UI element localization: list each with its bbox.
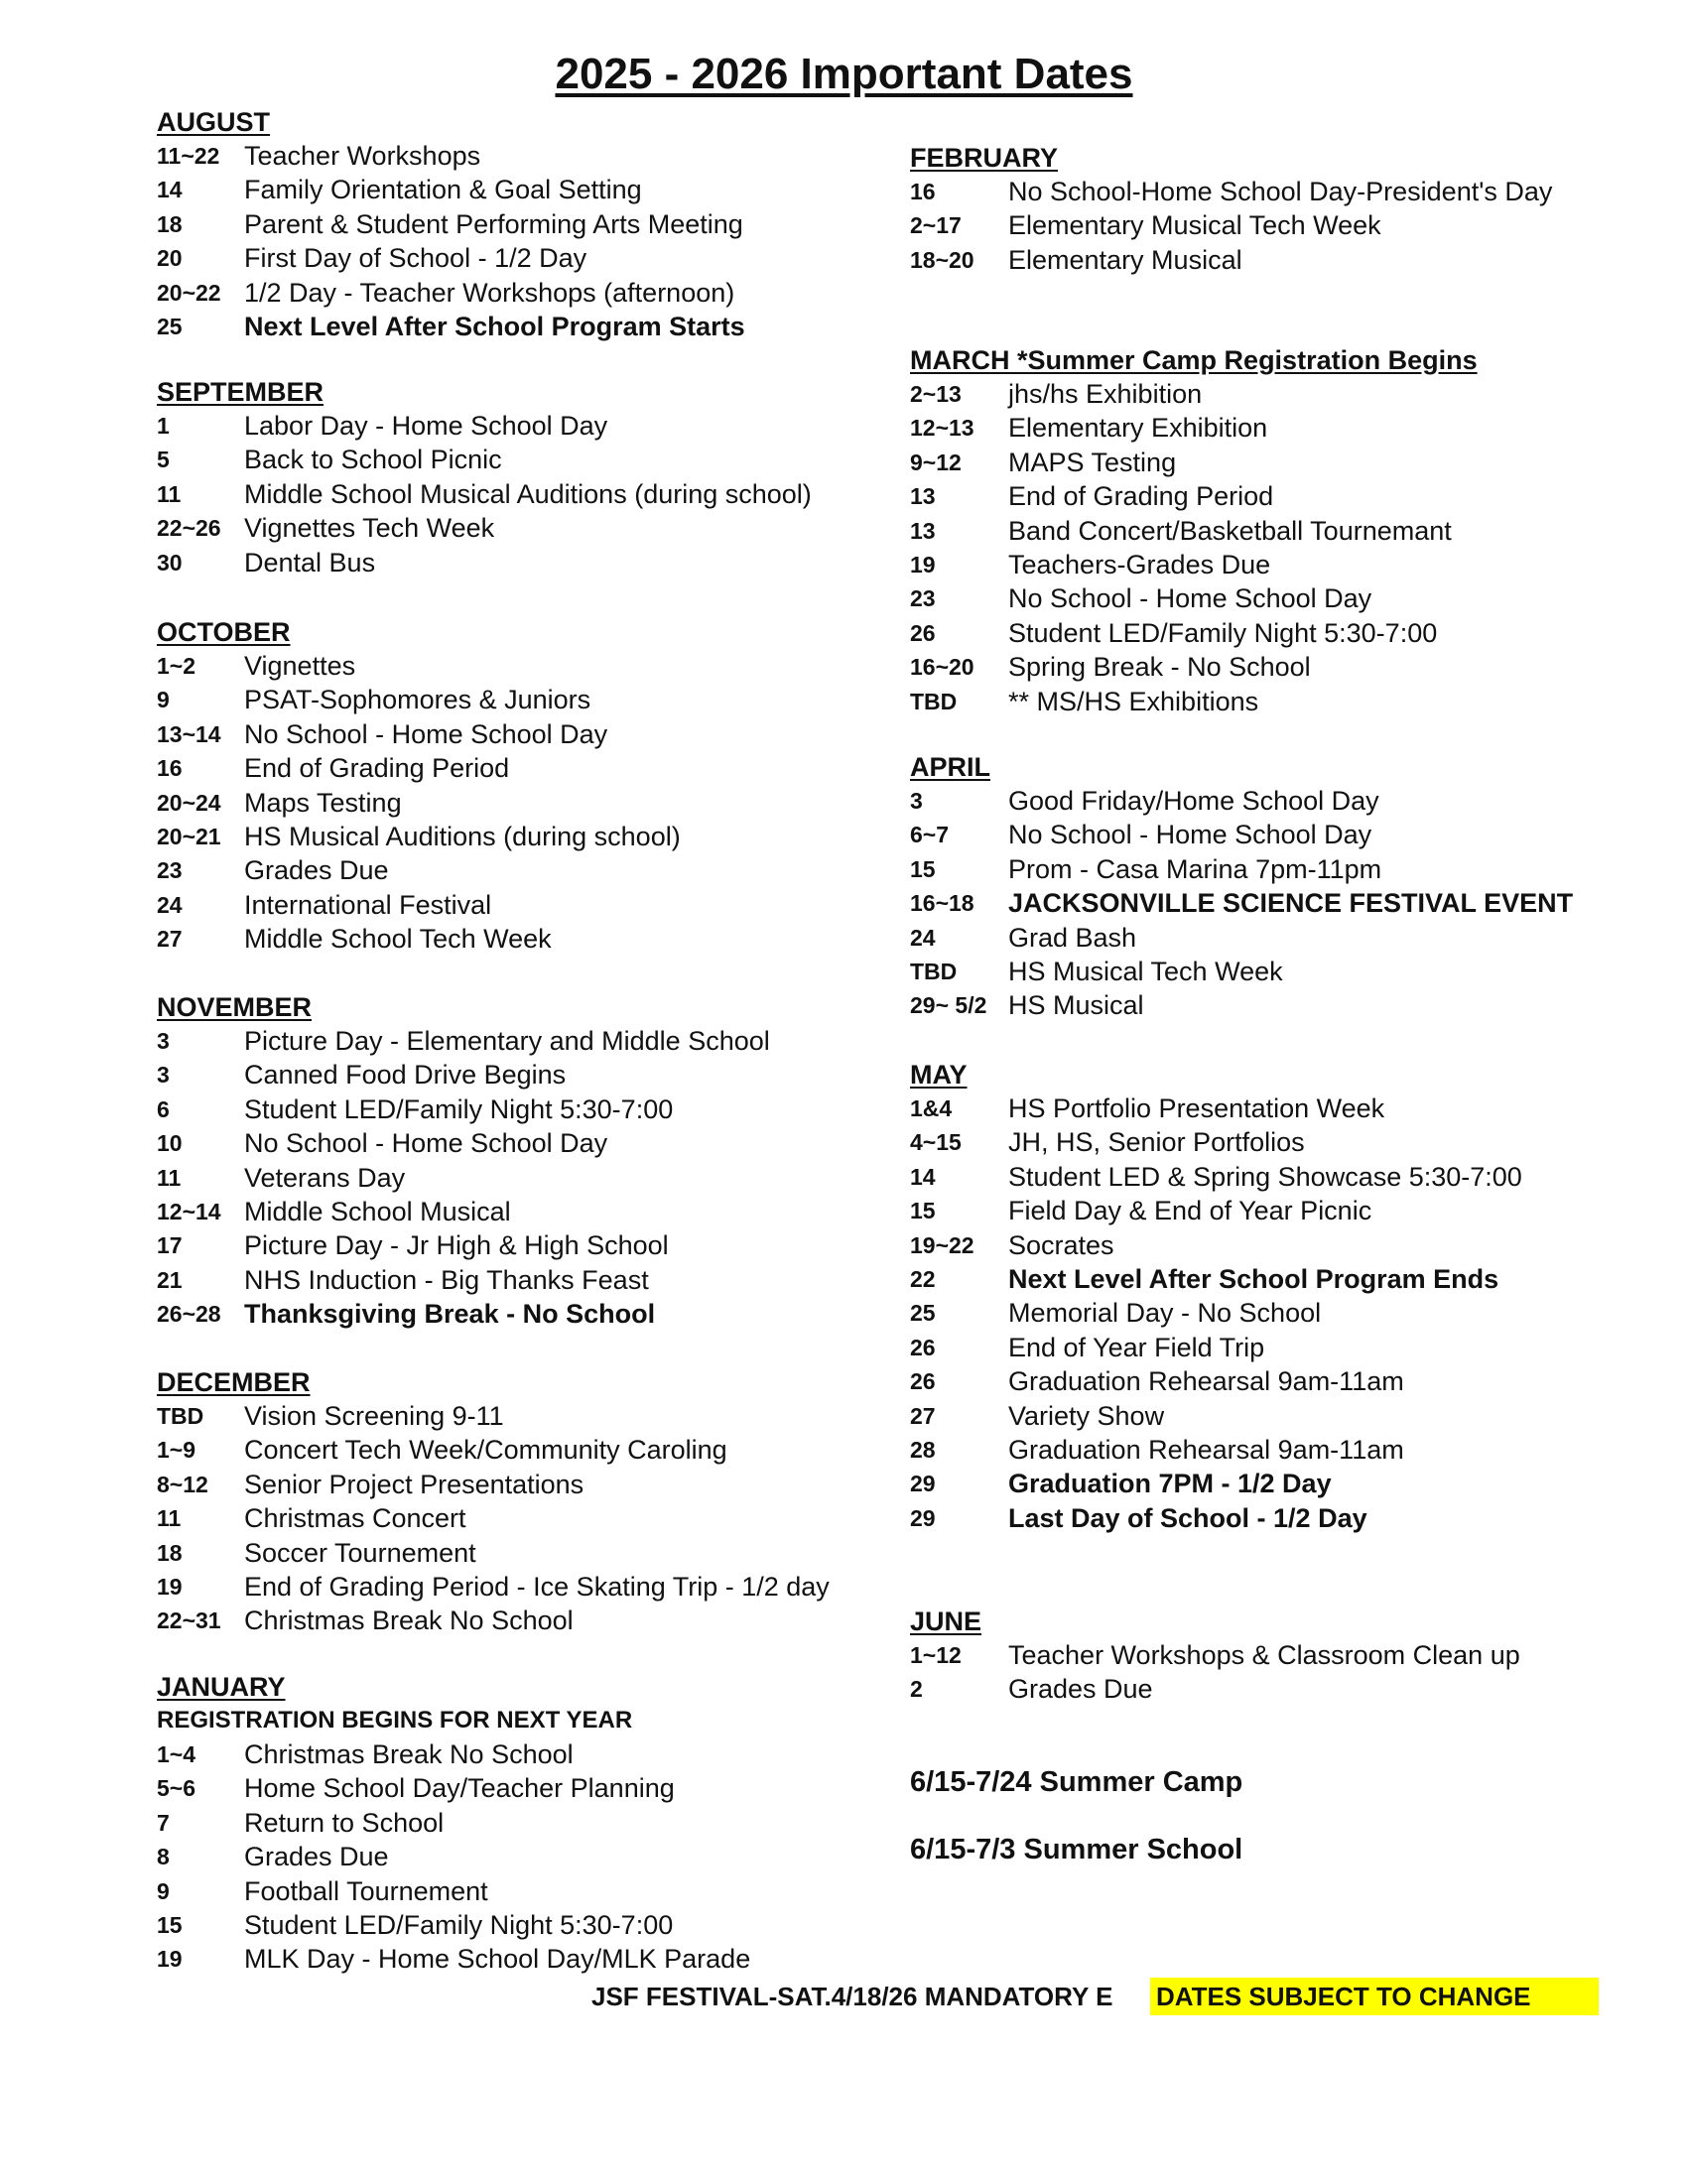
event-date: 5~6	[157, 1775, 196, 1802]
event-date: 2	[910, 1676, 923, 1703]
event-date: 19~22	[910, 1231, 974, 1258]
event-row	[157, 1501, 891, 1535]
event-row	[157, 1840, 891, 1873]
event-description: Picture Day - Elementary and Middle School	[244, 1026, 770, 1056]
event-date: 1~12	[910, 1642, 962, 1668]
event-row	[157, 1908, 891, 1942]
event-date: 15	[157, 1911, 183, 1938]
event-description: HS Musical	[1008, 990, 1144, 1021]
event-date: 19	[910, 551, 936, 578]
event-row	[157, 1024, 891, 1058]
event-date: 17	[157, 1232, 183, 1259]
event-date: 1	[157, 413, 170, 439]
event-description: HS Musical Auditions (during school)	[244, 821, 681, 851]
event-description: Soccer Tournement	[244, 1537, 476, 1568]
event-date: 25	[157, 313, 183, 339]
event-description: Back to School Picnic	[244, 445, 502, 475]
event-date: 22~31	[157, 1607, 221, 1634]
event-date: 22~26	[157, 515, 221, 542]
event-date: TBD	[910, 958, 958, 984]
event-date: 26~28	[157, 1301, 221, 1328]
event-date: 6	[157, 1095, 170, 1122]
event-date: 23	[910, 585, 936, 612]
event-date: 7	[157, 1809, 170, 1836]
event-description: No School - Home School Day	[244, 718, 608, 749]
event-description: NHS Induction - Big Thanks Feast	[244, 1264, 649, 1295]
event-description: Graduation Rehearsal 9am-11am	[1008, 1366, 1404, 1397]
event-description: Grad Bash	[1008, 922, 1137, 953]
event-description: International Festival	[244, 889, 492, 920]
event-date: 20	[157, 245, 183, 272]
month-section	[157, 105, 891, 343]
summer-camp-line: 6/15-7/24 Summer Camp	[910, 1766, 1243, 1798]
event-date: 19	[157, 1573, 183, 1600]
event-row	[157, 888, 891, 922]
month-section	[157, 1365, 891, 1638]
event-description: No School-Home School Day-President's Day	[1008, 177, 1553, 206]
event-row	[910, 446, 1644, 479]
event-description: Middle School Musical	[244, 1196, 511, 1226]
event-description: 1/2 Day - Teacher Workshops (afternoon)	[244, 277, 735, 308]
event-date: 11~22	[157, 143, 220, 169]
event-description: MLK Day - Home School Day/MLK Parade	[244, 1944, 751, 1975]
event-date: 18~20	[910, 246, 974, 273]
event-row	[157, 1399, 891, 1433]
event-row	[157, 207, 891, 241]
event-date: 28	[910, 1436, 936, 1463]
event-date: TBD	[157, 1403, 204, 1429]
event-row	[157, 1263, 891, 1297]
month-section	[910, 343, 1644, 718]
event-description: JH, HS, Senior Portfolios	[1008, 1127, 1305, 1158]
event-date: 20~22	[157, 279, 221, 306]
event-date: 16~18	[910, 890, 974, 917]
month-heading: DECEMBER	[157, 1367, 311, 1397]
event-row	[910, 1296, 1644, 1330]
event-row	[910, 784, 1644, 818]
event-date: 21	[157, 1266, 183, 1293]
event-description: ** MS/HS Exhibitions	[1008, 686, 1259, 716]
event-date: 1~2	[157, 653, 196, 679]
event-date: 27	[157, 926, 183, 953]
event-description: MAPS Testing	[1008, 447, 1177, 477]
event-description: Grades Due	[244, 855, 389, 886]
event-date: 12~14	[157, 1198, 221, 1224]
event-date: 3	[157, 1028, 170, 1054]
month-section	[157, 375, 891, 579]
month-heading: MARCH *Summer Camp Registration Begins	[910, 345, 1478, 375]
summer-school-line: 6/15-7/3 Summer School	[910, 1834, 1243, 1865]
event-row	[157, 1874, 891, 1908]
event-row	[910, 1501, 1644, 1535]
event-description: Next Level After School Program Starts	[244, 311, 745, 341]
event-date: 29~ 5/2	[910, 992, 987, 1019]
event-date: TBD	[910, 688, 958, 714]
event-description: End of Year Field Trip	[1008, 1332, 1265, 1362]
month-heading: APRIL	[910, 752, 990, 782]
event-description: No School - Home School Day	[244, 1128, 608, 1159]
event-row	[910, 886, 1644, 920]
event-row	[910, 411, 1644, 445]
event-row	[910, 1228, 1644, 1262]
event-row	[157, 1771, 891, 1805]
event-row	[910, 175, 1644, 208]
event-date: 18	[157, 1539, 183, 1566]
event-description: Football Tournement	[244, 1875, 488, 1906]
event-row	[910, 1160, 1644, 1194]
month-heading: AUGUST	[157, 107, 270, 137]
month-heading: MAY	[910, 1060, 968, 1090]
event-date: 3	[910, 788, 923, 814]
event-row	[910, 1194, 1644, 1227]
event-date: 29	[910, 1471, 936, 1497]
event-date: 11	[157, 480, 182, 507]
event-date: 26	[910, 1334, 936, 1360]
event-description: Prom - Casa Marina 7pm-11pm	[1008, 853, 1382, 884]
event-row	[157, 409, 891, 443]
event-row	[910, 1092, 1644, 1125]
event-date: 4~15	[910, 1129, 962, 1156]
event-date: 15	[910, 855, 936, 882]
event-date: 15	[910, 1198, 936, 1224]
event-date: 27	[910, 1402, 936, 1429]
event-row	[157, 1942, 891, 1976]
event-row	[910, 852, 1644, 886]
event-description: Field Day & End of Year Picnic	[1008, 1196, 1372, 1226]
event-description: HS Musical Tech Week	[1008, 956, 1283, 986]
event-description: Variety Show	[1008, 1400, 1165, 1431]
event-row	[157, 1468, 891, 1501]
event-row	[157, 1737, 891, 1771]
month-heading: NOVEMBER	[157, 992, 313, 1022]
event-row	[157, 1126, 891, 1160]
event-description: jhs/hs Exhibition	[1008, 379, 1203, 409]
event-description: Teacher Workshops	[244, 141, 481, 171]
event-date: 11	[157, 1505, 182, 1532]
event-date: 26	[910, 1368, 936, 1395]
event-row	[157, 1297, 891, 1331]
event-description: HS Portfolio Presentation Week	[1008, 1093, 1385, 1123]
event-row	[157, 1570, 891, 1604]
event-date: 2~13	[910, 381, 962, 407]
event-description: Elementary Exhibition	[1008, 413, 1268, 444]
event-row	[910, 377, 1644, 411]
event-date: 13	[910, 483, 936, 510]
event-description: Memorial Day - No School	[1008, 1298, 1322, 1329]
event-date: 16~20	[910, 654, 974, 681]
event-date: 25	[910, 1300, 936, 1327]
event-description: Family Orientation & Goal Setting	[244, 175, 642, 205]
event-description: No School - Home School Day	[1008, 583, 1372, 614]
event-description: Middle School Tech Week	[244, 924, 552, 955]
event-description: End of Grading Period	[244, 753, 510, 784]
event-description: Graduation 7PM - 1/2 Day	[1008, 1469, 1332, 1499]
event-description: Graduation Rehearsal 9am-11am	[1008, 1434, 1404, 1465]
event-row	[157, 751, 891, 785]
event-description: Elementary Musical	[1008, 244, 1242, 275]
event-description: Parent & Student Performing Arts Meeting	[244, 208, 743, 239]
event-row	[910, 1364, 1644, 1398]
event-description: Teacher Workshops & Classroom Clean up	[1008, 1640, 1520, 1670]
month-section	[157, 1670, 891, 1977]
event-row	[910, 548, 1644, 581]
event-row	[910, 650, 1644, 684]
event-row	[157, 1604, 891, 1637]
event-row	[157, 173, 891, 206]
event-description: Senior Project Presentations	[244, 1469, 584, 1499]
event-row	[910, 1433, 1644, 1467]
event-description: Maps Testing	[244, 787, 402, 818]
event-description: Last Day of School - 1/2 Day	[1008, 1502, 1367, 1533]
event-date: 13~14	[157, 720, 221, 747]
event-date: 24	[157, 891, 183, 918]
event-row	[910, 616, 1644, 650]
event-row	[157, 1195, 891, 1228]
event-row	[157, 1161, 891, 1195]
month-section	[910, 750, 1644, 1023]
event-description: Student LED/Family Night 5:30-7:00	[1008, 617, 1438, 648]
event-date: 3	[157, 1062, 170, 1089]
event-row	[910, 685, 1644, 718]
event-date: 12~13	[910, 415, 974, 442]
event-row	[157, 922, 891, 956]
event-description: Vignettes	[244, 651, 356, 681]
event-date: 8	[157, 1844, 170, 1870]
event-date: 1~9	[157, 1437, 196, 1464]
event-description: Socrates	[1008, 1229, 1114, 1260]
event-date: 5	[157, 447, 170, 473]
event-row	[157, 1058, 891, 1092]
event-row	[157, 139, 891, 173]
footer-note	[591, 1978, 1531, 2015]
event-description: Veterans Day	[244, 1162, 406, 1193]
event-description: Spring Break - No School	[1008, 652, 1311, 683]
event-date: 2~17	[910, 212, 962, 239]
footer-highlight: DATES SUBJECT TO CHANGE	[1150, 1978, 1599, 2015]
event-description: PSAT-Sophomores & Juniors	[244, 685, 591, 715]
event-row	[910, 243, 1644, 277]
event-row	[157, 717, 891, 751]
event-row	[910, 514, 1644, 548]
event-row	[910, 921, 1644, 955]
event-row	[910, 1262, 1644, 1296]
event-date: 26	[910, 619, 936, 646]
event-description: Christmas Break No School	[244, 1739, 574, 1769]
event-description: Return to School	[244, 1807, 445, 1838]
event-description: Home School Day/Teacher Planning	[244, 1773, 675, 1804]
event-row	[157, 649, 891, 683]
event-date: 19	[157, 1946, 183, 1973]
event-description: Grades Due	[1008, 1674, 1153, 1705]
event-row	[157, 853, 891, 887]
event-row	[157, 443, 891, 476]
month-heading: OCTOBER	[157, 617, 291, 647]
event-row	[157, 276, 891, 310]
event-row	[157, 477, 891, 511]
event-row	[910, 988, 1644, 1022]
month-heading: FEBRUARY	[910, 143, 1059, 173]
event-description: Next Level After School Program Ends	[1008, 1263, 1499, 1294]
event-description: Labor Day - Home School Day	[244, 411, 608, 441]
event-description: End of Grading Period	[1008, 481, 1274, 512]
event-row	[910, 1331, 1644, 1364]
event-row	[157, 683, 891, 716]
event-date: 9	[157, 687, 170, 713]
month-subheading: REGISTRATION BEGINS FOR NEXT YEAR	[157, 1707, 633, 1734]
event-description: Student LED/Family Night 5:30-7:00	[244, 1909, 674, 1940]
event-date: 6~7	[910, 822, 950, 848]
event-date: 20~24	[157, 789, 221, 816]
event-date: 30	[157, 549, 183, 576]
event-description: JACKSONVILLE SCIENCE FESTIVAL EVENT	[1008, 888, 1574, 919]
event-description: Grades Due	[244, 1842, 389, 1872]
event-row	[157, 1536, 891, 1570]
event-row	[157, 1806, 891, 1840]
event-date: 22	[910, 1265, 936, 1292]
event-row	[910, 1125, 1644, 1159]
event-row	[157, 820, 891, 853]
event-row	[910, 1399, 1644, 1433]
event-date: 14	[910, 1163, 936, 1190]
event-description: Thanksgiving Break - No School	[244, 1299, 656, 1330]
event-description: Student LED & Spring Showcase 5:30-7:00	[1008, 1161, 1522, 1192]
event-date: 9	[157, 1877, 170, 1904]
event-row	[157, 786, 891, 820]
event-row	[910, 479, 1644, 513]
event-description: Band Concert/Basketball Tournemant	[1008, 515, 1452, 546]
event-row	[157, 1228, 891, 1262]
month-section	[910, 1058, 1644, 1535]
event-description: End of Grading Period - Ice Skating Trip - 1/2 day	[244, 1571, 830, 1602]
event-date: 16	[157, 755, 183, 782]
event-date: 1&4	[910, 1095, 953, 1121]
event-description: Teachers-Grades Due	[1008, 549, 1271, 579]
event-date: 11	[157, 1164, 182, 1191]
event-description: Vignettes Tech Week	[244, 513, 495, 544]
event-row	[910, 818, 1644, 851]
month-heading: SEPTEMBER	[157, 377, 325, 407]
event-date: 13	[910, 517, 936, 544]
event-description: Student LED/Family Night 5:30-7:00	[244, 1093, 674, 1124]
event-date: 20~21	[157, 823, 221, 849]
month-section	[157, 990, 891, 1332]
month-section	[910, 1605, 1644, 1707]
event-date: 18	[157, 210, 183, 237]
event-row	[910, 1672, 1644, 1706]
event-date: 1~4	[157, 1741, 196, 1767]
event-description: Good Friday/Home School Day	[1008, 786, 1379, 816]
event-description: Vision Screening 9-11	[244, 1401, 504, 1431]
month-section	[910, 141, 1644, 277]
event-description: Christmas Break No School	[244, 1606, 574, 1636]
event-date: 14	[157, 177, 183, 203]
event-row	[910, 208, 1644, 242]
event-description: No School - Home School Day	[1008, 820, 1372, 850]
event-row	[157, 310, 891, 343]
event-description: Concert Tech Week/Community Caroling	[244, 1435, 727, 1466]
event-row	[910, 1467, 1644, 1500]
event-row	[910, 581, 1644, 615]
event-date: 8~12	[157, 1471, 208, 1497]
event-row	[157, 1092, 891, 1126]
event-description: Canned Food Drive Begins	[244, 1060, 567, 1091]
event-date: 9~12	[910, 449, 962, 475]
month-heading: JANUARY	[157, 1672, 286, 1702]
month-section	[157, 615, 891, 957]
event-date: 16	[910, 179, 936, 204]
event-row	[157, 1433, 891, 1467]
event-description: Christmas Concert	[244, 1503, 466, 1534]
event-row	[157, 241, 891, 275]
event-description: Middle School Musical Auditions (during school)	[244, 478, 812, 509]
event-description: Elementary Musical Tech Week	[1008, 210, 1381, 241]
event-description: Picture Day - Jr High & High School	[244, 1230, 669, 1261]
event-date: 24	[910, 924, 936, 951]
event-date: 29	[910, 1504, 936, 1531]
event-row	[157, 511, 891, 545]
event-date: 23	[157, 857, 183, 884]
month-heading: JUNE	[910, 1606, 982, 1636]
event-row	[157, 546, 891, 579]
event-row	[910, 955, 1644, 988]
footer-text: JSF FESTIVAL-SAT.4/18/26 MANDATORY E	[591, 1982, 1113, 2011]
event-row	[910, 1638, 1644, 1672]
event-description: First Day of School - 1/2 Day	[244, 243, 587, 274]
event-description: Dental Bus	[244, 547, 376, 578]
page-title: 2025 - 2026 Important Dates	[555, 50, 1133, 98]
event-date: 10	[157, 1130, 183, 1157]
